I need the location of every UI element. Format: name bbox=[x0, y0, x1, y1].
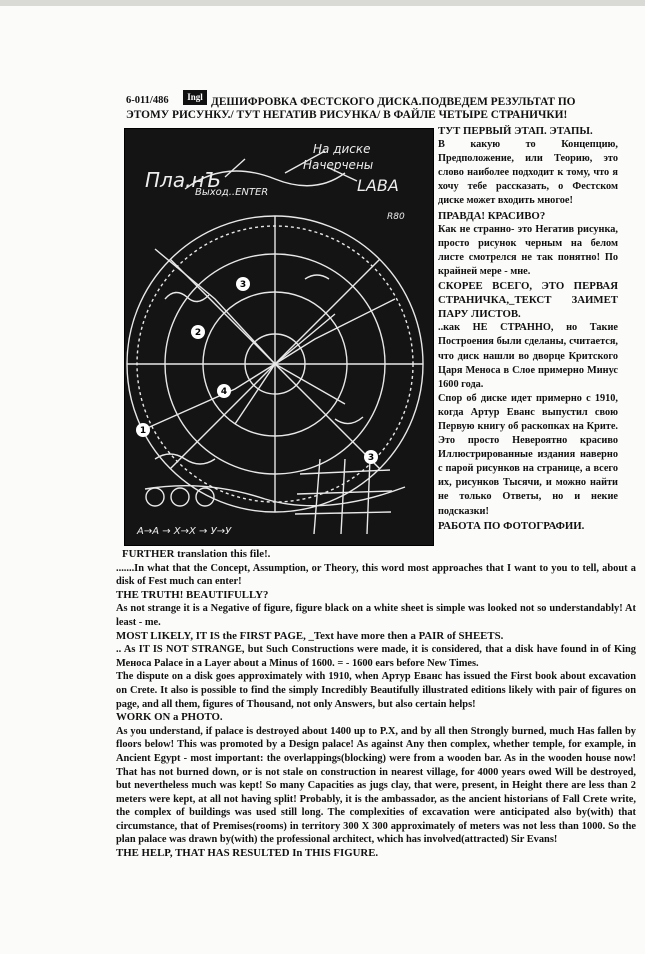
laba-label: LABA bbox=[357, 176, 399, 195]
exit-label: Выход..ENTER bbox=[195, 187, 269, 198]
translation-title-truth: THE TRUTH! BEAUTIFULLY? bbox=[116, 588, 269, 601]
plan-label: Пла.нЪ bbox=[145, 168, 222, 192]
side-title-beautiful: ПРАВДА! КРАСИВО? bbox=[438, 209, 546, 222]
scan-edge bbox=[0, 0, 645, 6]
side-paragraph-dispute: Спор об диске идет примерно с 1910, когда Артур Еванс выпустил свою Первую книгу об раскопках на Крите. Это просто Невероятно красиво Иллюстрированные издания наверно с парой рисунков на странице, а всего их, рисунков Тысячи, и можно найти не только Ответы, но и некие подсказки! bbox=[438, 392, 618, 517]
marker-2: 2 bbox=[194, 328, 202, 338]
disk-drawing-negative bbox=[124, 128, 434, 546]
side-title-stages: ТУТ ПЕРВЫЙ ЭТАП. ЭТАПЫ. bbox=[438, 125, 593, 137]
english-translation bbox=[116, 548, 636, 861]
marker-1: 1 bbox=[139, 426, 147, 436]
page-heading: ДЕШИФРОВКА ФЕСТСКОГО ДИСКА.ПОДВЕДЕМ РЕЗУЛЬТАТ ПО ЭТОМУ РИСУНКУ./ ТУТ НЕГАТИВ РИСУНКА/ В ФАЙЛЕ ЧЕТЫРЕ СТРАНИЧКИ! bbox=[126, 96, 576, 121]
marker-4: 4 bbox=[220, 387, 228, 397]
side-paragraph-negative: Как не странно- это Негатив рисунка, просто рисунок черным на белом листе смотрелся не так понятно! По крайней мере - мне. bbox=[438, 223, 618, 277]
document-id: 6-011/486 bbox=[126, 95, 169, 106]
translation-title-photo: WORK ON a PHOTO. bbox=[116, 711, 223, 724]
translation-paragraph-palace: As you understand, if palace is destroyed about 1400 up to P.X, and by all then Strongly burned, much Has fallen by floors below! This was promoted by a Design palace! As against Any then complex, whether temple, for example, in Ancient Egypt - most important: the overlappings(blocking) were from a wooden bar. As in the wooden house now! That has not burned down, or is not stale on construction in nearest village, for 4000 years owed Will be destroyed, but nevertheless much was kept! So many Capacities as jugs clay, that were, present, in Height there are less than 2 meters were kept, at all not having split! Probably, it is the ambassador, as the ancient historians of Fall Crete write, the complex of buildings was used still long. The complexities of excavation were anticipated also by(with) that circumstance, that of Premises(rooms) in territory 300 X 300 approximately of meters was not less than 1000. So the plan palace was drawn by(with) the professional architect, which has involved(attracted) Sir Evans! bbox=[116, 725, 636, 846]
translation-title-first-page: MOST LIKELY, IT IS the FIRST PAGE, _Text have more then a PAIR of SHEETS. bbox=[116, 629, 504, 642]
disk-drawing-svg bbox=[125, 129, 433, 545]
translation-heading: FURTHER translation this file!. bbox=[122, 548, 271, 560]
translation-paragraph-constructions: .. As IT IS NOT STRANGE, but Such Constructions were made, it is considered, that a disk have found in of King Меноса Palace in a Layer about a Minus of 1600. = - 1600 ears before New Times. bbox=[116, 644, 636, 669]
side-paragraph-constructions: ..как НЕ СТРАННО, но Такие Построения были сделаны, считается, что диск нашли во дворце Критского Царя Меноса в Слое примерно Минус 1600 года. bbox=[438, 322, 618, 390]
side-title-first-page: СКОРЕЕ ВСЕГО, ЭТО ПЕРВАЯ СТРАНИЧКА,_ТЕКСТ ЗАИМЕТ ПАРУ ЛИСТОВ. bbox=[438, 280, 618, 321]
language-badge: Ingl bbox=[183, 90, 207, 105]
translation-title-help: THE HELP, THAT HAS RESULTED In THIS FIGURE. bbox=[116, 847, 379, 860]
translation-paragraph-concept: .......In what that the Concept, Assumption, or Theory, this word most approaches that I want to you to tell, about a disk of Fest much can enter! bbox=[116, 562, 636, 588]
marker-3-top: 3 bbox=[239, 280, 247, 290]
on-disk-label-2: Начерчены bbox=[303, 158, 374, 172]
translation-paragraph-dispute: The dispute on a disk goes approximately with 1910, when Артур Еванс has issued the First book about excavation on Crete. It also is possible to find the simply Incredibly Beautifully illustrated editions likely with pair of figures on page, and all them, figures of Thousand, not only Answers, but also certain helps! bbox=[116, 671, 636, 710]
r80-label: R80 bbox=[387, 212, 405, 222]
side-title-photo: РАБОТА ПО ФОТОГРАФИИ. bbox=[438, 519, 585, 532]
bottom-formula: A→A → X→X → У→У bbox=[137, 526, 232, 537]
marker-3-bottom: 3 bbox=[367, 453, 375, 463]
on-disk-label-1: На диске bbox=[313, 142, 371, 156]
russian-text-column bbox=[438, 124, 618, 533]
translation-paragraph-negative: As not strange it is a Negative of figure, figure black on a white sheet is simple was looked not so understandably! At least - me. bbox=[116, 603, 636, 628]
side-paragraph-concept: В какую то Концепцию, Предположение, или Теорию, это слово наиболее подходит к тому, что я хочу тебе рассказать, о Фестском диске может входить многое! bbox=[438, 139, 618, 207]
